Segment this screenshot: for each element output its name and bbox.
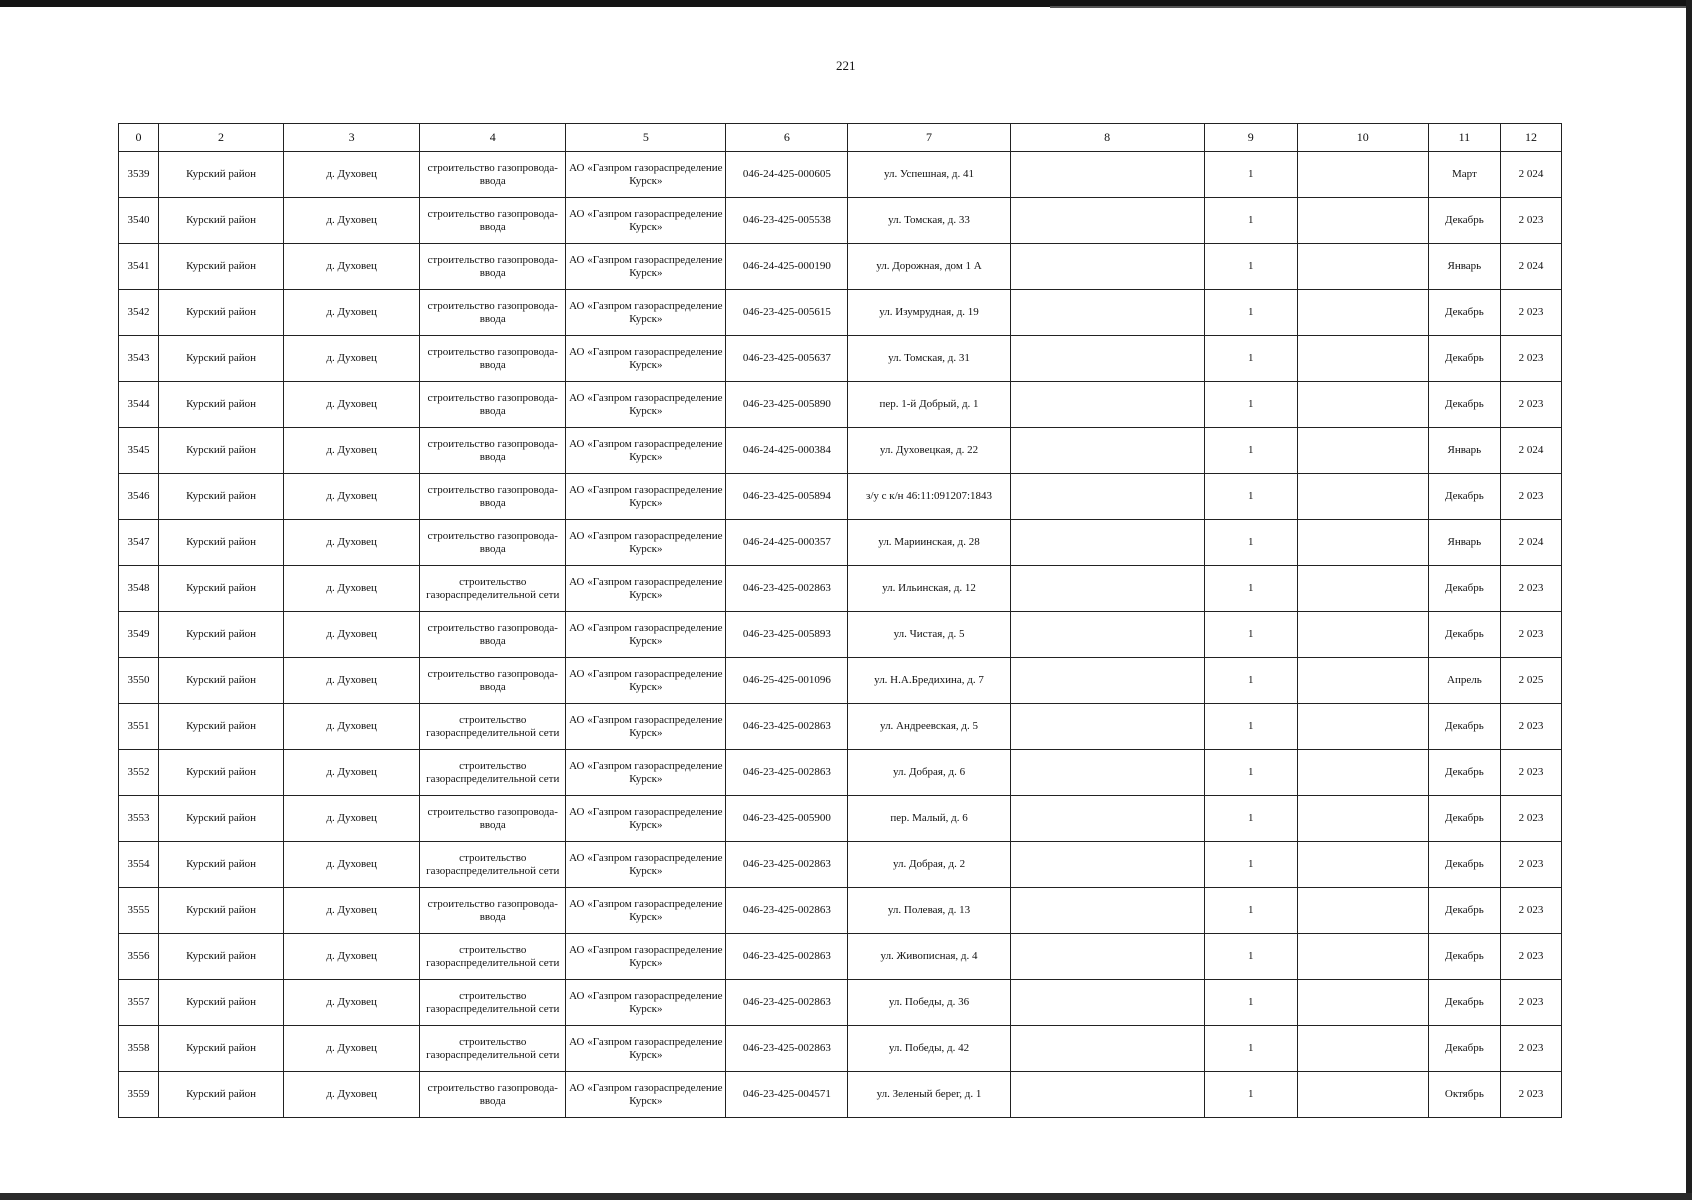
row-number: 3555 — [119, 888, 159, 934]
row-number: 3559 — [119, 1072, 159, 1118]
year-cell: 2 023 — [1500, 1026, 1561, 1072]
row-number: 3544 — [119, 382, 159, 428]
year-cell: 2 023 — [1500, 290, 1561, 336]
row-number: 3554 — [119, 842, 159, 888]
organization-cell: АО «Газпром газораспределение Курск» — [566, 474, 726, 520]
table-body — [119, 152, 1562, 1118]
code-cell: 046-24-425-000357 — [726, 520, 848, 566]
column-8-cell — [1010, 474, 1204, 520]
work-type-cell: строительство газораспределительной сети — [420, 750, 566, 796]
column-10-cell — [1297, 888, 1428, 934]
quantity-cell: 1 — [1204, 336, 1297, 382]
code-cell: 046-23-425-005893 — [726, 612, 848, 658]
table-row — [119, 336, 1562, 382]
header-row — [119, 124, 1562, 152]
village-cell: д. Духовец — [284, 290, 420, 336]
work-type-cell: строительство газопровода-ввода — [420, 290, 566, 336]
column-8-cell — [1010, 198, 1204, 244]
district-cell: Курский район — [159, 934, 284, 980]
column-10-cell — [1297, 566, 1428, 612]
row-number: 3549 — [119, 612, 159, 658]
address-cell: ул. Мариинская, д. 28 — [848, 520, 1010, 566]
code-cell: 046-23-425-005538 — [726, 198, 848, 244]
month-cell: Декабрь — [1428, 336, 1500, 382]
column-10-cell — [1297, 198, 1428, 244]
year-cell: 2 023 — [1500, 934, 1561, 980]
district-cell: Курский район — [159, 152, 284, 198]
scan-bottom-edge — [0, 1193, 1692, 1200]
year-cell: 2 023 — [1500, 842, 1561, 888]
address-cell: ул. Духовецкая, д. 22 — [848, 428, 1010, 474]
code-cell: 046-23-425-002863 — [726, 750, 848, 796]
month-cell: Декабрь — [1428, 980, 1500, 1026]
work-type-cell: строительство газораспределительной сети — [420, 1026, 566, 1072]
column-header: 5 — [566, 124, 726, 152]
work-type-cell: строительство газопровода-ввода — [420, 612, 566, 658]
organization-cell: АО «Газпром газораспределение Курск» — [566, 566, 726, 612]
row-number: 3548 — [119, 566, 159, 612]
column-10-cell — [1297, 244, 1428, 290]
column-header: 12 — [1500, 124, 1561, 152]
table-row — [119, 842, 1562, 888]
organization-cell: АО «Газпром газораспределение Курск» — [566, 704, 726, 750]
table-row — [119, 566, 1562, 612]
month-cell: Декабрь — [1428, 198, 1500, 244]
row-number: 3542 — [119, 290, 159, 336]
code-cell: 046-23-425-005615 — [726, 290, 848, 336]
district-cell: Курский район — [159, 796, 284, 842]
year-cell: 2 023 — [1500, 980, 1561, 1026]
code-cell: 046-23-425-005890 — [726, 382, 848, 428]
code-cell: 046-25-425-001096 — [726, 658, 848, 704]
district-cell: Курский район — [159, 980, 284, 1026]
column-10-cell — [1297, 658, 1428, 704]
village-cell: д. Духовец — [284, 704, 420, 750]
code-cell: 046-23-425-005894 — [726, 474, 848, 520]
column-8-cell — [1010, 290, 1204, 336]
quantity-cell: 1 — [1204, 842, 1297, 888]
work-type-cell: строительство газопровода-ввода — [420, 520, 566, 566]
column-10-cell — [1297, 842, 1428, 888]
table-row — [119, 750, 1562, 796]
village-cell: д. Духовец — [284, 796, 420, 842]
district-cell: Курский район — [159, 336, 284, 382]
organization-cell: АО «Газпром газораспределение Курск» — [566, 520, 726, 566]
column-10-cell — [1297, 428, 1428, 474]
quantity-cell: 1 — [1204, 520, 1297, 566]
column-8-cell — [1010, 842, 1204, 888]
work-type-cell: строительство газопровода-ввода — [420, 474, 566, 520]
gasification-table — [118, 123, 1562, 1118]
district-cell: Курский район — [159, 842, 284, 888]
village-cell: д. Духовец — [284, 566, 420, 612]
row-number: 3558 — [119, 1026, 159, 1072]
row-number: 3557 — [119, 980, 159, 1026]
organization-cell: АО «Газпром газораспределение Курск» — [566, 1026, 726, 1072]
organization-cell: АО «Газпром газораспределение Курск» — [566, 336, 726, 382]
column-8-cell — [1010, 566, 1204, 612]
column-8-cell — [1010, 612, 1204, 658]
month-cell: Январь — [1428, 428, 1500, 474]
quantity-cell: 1 — [1204, 198, 1297, 244]
village-cell: д. Духовец — [284, 198, 420, 244]
village-cell: д. Духовец — [284, 382, 420, 428]
year-cell: 2 023 — [1500, 474, 1561, 520]
district-cell: Курский район — [159, 750, 284, 796]
column-8-cell — [1010, 1072, 1204, 1118]
quantity-cell: 1 — [1204, 428, 1297, 474]
column-header: 4 — [420, 124, 566, 152]
column-8-cell — [1010, 704, 1204, 750]
month-cell: Декабрь — [1428, 566, 1500, 612]
year-cell: 2 023 — [1500, 704, 1561, 750]
row-number: 3552 — [119, 750, 159, 796]
address-cell: ул. Н.А.Бредихина, д. 7 — [848, 658, 1010, 704]
quantity-cell: 1 — [1204, 1026, 1297, 1072]
village-cell: д. Духовец — [284, 336, 420, 382]
column-10-cell — [1297, 336, 1428, 382]
column-8-cell — [1010, 520, 1204, 566]
quantity-cell: 1 — [1204, 382, 1297, 428]
quantity-cell: 1 — [1204, 704, 1297, 750]
village-cell: д. Духовец — [284, 980, 420, 1026]
table-row — [119, 244, 1562, 290]
column-8-cell — [1010, 934, 1204, 980]
row-number: 3551 — [119, 704, 159, 750]
quantity-cell: 1 — [1204, 152, 1297, 198]
page-number: 221 — [836, 58, 856, 73]
column-8-cell — [1010, 750, 1204, 796]
organization-cell: АО «Газпром газораспределение Курск» — [566, 1072, 726, 1118]
village-cell: д. Духовец — [284, 750, 420, 796]
organization-cell: АО «Газпром газораспределение Курск» — [566, 842, 726, 888]
table-row — [119, 198, 1562, 244]
code-cell: 046-23-425-002863 — [726, 980, 848, 1026]
row-number: 3550 — [119, 658, 159, 704]
address-cell: ул. Изумрудная, д. 19 — [848, 290, 1010, 336]
month-cell: Апрель — [1428, 658, 1500, 704]
column-10-cell — [1297, 520, 1428, 566]
column-header: 0 — [119, 124, 159, 152]
quantity-cell: 1 — [1204, 796, 1297, 842]
year-cell: 2 023 — [1500, 566, 1561, 612]
column-header: 3 — [284, 124, 420, 152]
district-cell: Курский район — [159, 244, 284, 290]
year-cell: 2 023 — [1500, 1072, 1561, 1118]
column-header: 9 — [1204, 124, 1297, 152]
row-number: 3556 — [119, 934, 159, 980]
village-cell: д. Духовец — [284, 934, 420, 980]
village-cell: д. Духовец — [284, 474, 420, 520]
year-cell: 2 024 — [1500, 520, 1561, 566]
village-cell: д. Духовец — [284, 152, 420, 198]
column-10-cell — [1297, 1026, 1428, 1072]
address-cell: пер. Малый, д. 6 — [848, 796, 1010, 842]
quantity-cell: 1 — [1204, 474, 1297, 520]
village-cell: д. Духовец — [284, 244, 420, 290]
year-cell: 2 023 — [1500, 750, 1561, 796]
village-cell: д. Духовец — [284, 1026, 420, 1072]
table-row — [119, 428, 1562, 474]
work-type-cell: строительство газопровода-ввода — [420, 244, 566, 290]
column-10-cell — [1297, 704, 1428, 750]
district-cell: Курский район — [159, 566, 284, 612]
organization-cell: АО «Газпром газораспределение Курск» — [566, 796, 726, 842]
column-10-cell — [1297, 474, 1428, 520]
table-row — [119, 612, 1562, 658]
month-cell: Декабрь — [1428, 612, 1500, 658]
quantity-cell: 1 — [1204, 1072, 1297, 1118]
district-cell: Курский район — [159, 382, 284, 428]
district-cell: Курский район — [159, 888, 284, 934]
work-type-cell: строительство газораспределительной сети — [420, 566, 566, 612]
village-cell: д. Духовец — [284, 612, 420, 658]
table-row — [119, 934, 1562, 980]
column-8-cell — [1010, 980, 1204, 1026]
row-number: 3540 — [119, 198, 159, 244]
row-number: 3546 — [119, 474, 159, 520]
column-header: 11 — [1428, 124, 1500, 152]
work-type-cell: строительство газопровода-ввода — [420, 796, 566, 842]
table-row — [119, 152, 1562, 198]
village-cell: д. Духовец — [284, 658, 420, 704]
month-cell: Декабрь — [1428, 842, 1500, 888]
organization-cell: АО «Газпром газораспределение Курск» — [566, 382, 726, 428]
work-type-cell: строительство газопровода-ввода — [420, 428, 566, 474]
code-cell: 046-23-425-005637 — [726, 336, 848, 382]
quantity-cell: 1 — [1204, 934, 1297, 980]
address-cell: ул. Живописная, д. 4 — [848, 934, 1010, 980]
organization-cell: АО «Газпром газораспределение Курск» — [566, 152, 726, 198]
address-cell: ул. Дорожная, дом 1 А — [848, 244, 1010, 290]
address-cell: з/у с к/н 46:11:091207:1843 — [848, 474, 1010, 520]
district-cell: Курский район — [159, 520, 284, 566]
table-row — [119, 658, 1562, 704]
table-row — [119, 474, 1562, 520]
column-10-cell — [1297, 980, 1428, 1026]
column-10-cell — [1297, 934, 1428, 980]
organization-cell: АО «Газпром газораспределение Курск» — [566, 888, 726, 934]
month-cell: Январь — [1428, 520, 1500, 566]
column-header: 6 — [726, 124, 848, 152]
code-cell: 046-23-425-002863 — [726, 566, 848, 612]
year-cell: 2 023 — [1500, 336, 1561, 382]
month-cell: Октябрь — [1428, 1072, 1500, 1118]
month-cell: Декабрь — [1428, 382, 1500, 428]
table-row — [119, 290, 1562, 336]
column-10-cell — [1297, 152, 1428, 198]
district-cell: Курский район — [159, 658, 284, 704]
district-cell: Курский район — [159, 1072, 284, 1118]
village-cell: д. Духовец — [284, 428, 420, 474]
quantity-cell: 1 — [1204, 290, 1297, 336]
column-8-cell — [1010, 658, 1204, 704]
year-cell: 2 023 — [1500, 888, 1561, 934]
quantity-cell: 1 — [1204, 750, 1297, 796]
month-cell: Декабрь — [1428, 1026, 1500, 1072]
address-cell: ул. Томская, д. 31 — [848, 336, 1010, 382]
organization-cell: АО «Газпром газораспределение Курск» — [566, 934, 726, 980]
work-type-cell: строительство газопровода-ввода — [420, 382, 566, 428]
row-number: 3539 — [119, 152, 159, 198]
quantity-cell: 1 — [1204, 980, 1297, 1026]
column-8-cell — [1010, 336, 1204, 382]
column-header: 10 — [1297, 124, 1428, 152]
quantity-cell: 1 — [1204, 888, 1297, 934]
address-cell: ул. Томская, д. 33 — [848, 198, 1010, 244]
month-cell: Декабрь — [1428, 934, 1500, 980]
row-number: 3547 — [119, 520, 159, 566]
work-type-cell: строительство газопровода-ввода — [420, 1072, 566, 1118]
address-cell: ул. Андреевская, д. 5 — [848, 704, 1010, 750]
code-cell: 046-24-425-000605 — [726, 152, 848, 198]
address-cell: ул. Победы, д. 36 — [848, 980, 1010, 1026]
organization-cell: АО «Газпром газораспределение Курск» — [566, 750, 726, 796]
quantity-cell: 1 — [1204, 566, 1297, 612]
scan-top-edge-shadow — [1050, 6, 1692, 8]
table-row — [119, 796, 1562, 842]
table-row — [119, 980, 1562, 1026]
table-row — [119, 520, 1562, 566]
month-cell: Декабрь — [1428, 704, 1500, 750]
row-number: 3545 — [119, 428, 159, 474]
year-cell: 2 024 — [1500, 152, 1561, 198]
column-8-cell — [1010, 152, 1204, 198]
address-cell: пер. 1-й Добрый, д. 1 — [848, 382, 1010, 428]
address-cell: ул. Победы, д. 42 — [848, 1026, 1010, 1072]
code-cell: 046-24-425-000384 — [726, 428, 848, 474]
work-type-cell: строительство газопровода-ввода — [420, 198, 566, 244]
code-cell: 046-23-425-002863 — [726, 1026, 848, 1072]
column-header: 8 — [1010, 124, 1204, 152]
address-cell: ул. Добрая, д. 2 — [848, 842, 1010, 888]
village-cell: д. Духовец — [284, 520, 420, 566]
organization-cell: АО «Газпром газораспределение Курск» — [566, 612, 726, 658]
address-cell: ул. Чистая, д. 5 — [848, 612, 1010, 658]
quantity-cell: 1 — [1204, 244, 1297, 290]
village-cell: д. Духовец — [284, 842, 420, 888]
organization-cell: АО «Газпром газораспределение Курск» — [566, 428, 726, 474]
column-10-cell — [1297, 382, 1428, 428]
code-cell: 046-23-425-002863 — [726, 842, 848, 888]
quantity-cell: 1 — [1204, 658, 1297, 704]
column-8-cell — [1010, 1026, 1204, 1072]
address-cell: ул. Добрая, д. 6 — [848, 750, 1010, 796]
work-type-cell: строительство газораспределительной сети — [420, 980, 566, 1026]
column-header: 7 — [848, 124, 1010, 152]
year-cell: 2 023 — [1500, 198, 1561, 244]
column-10-cell — [1297, 1072, 1428, 1118]
row-number: 3543 — [119, 336, 159, 382]
scan-right-edge — [1686, 0, 1692, 1200]
work-type-cell: строительство газораспределительной сети — [420, 934, 566, 980]
row-number: 3541 — [119, 244, 159, 290]
organization-cell: АО «Газпром газораспределение Курск» — [566, 980, 726, 1026]
year-cell: 2 023 — [1500, 796, 1561, 842]
code-cell: 046-23-425-004571 — [726, 1072, 848, 1118]
column-8-cell — [1010, 382, 1204, 428]
work-type-cell: строительство газопровода-ввода — [420, 888, 566, 934]
organization-cell: АО «Газпром газораспределение Курск» — [566, 244, 726, 290]
organization-cell: АО «Газпром газораспределение Курск» — [566, 198, 726, 244]
table-row — [119, 888, 1562, 934]
code-cell: 046-23-425-002863 — [726, 704, 848, 750]
work-type-cell: строительство газопровода-ввода — [420, 152, 566, 198]
month-cell: Декабрь — [1428, 796, 1500, 842]
month-cell: Декабрь — [1428, 750, 1500, 796]
organization-cell: АО «Газпром газораспределение Курск» — [566, 290, 726, 336]
code-cell: 046-23-425-005900 — [726, 796, 848, 842]
address-cell: ул. Ильинская, д. 12 — [848, 566, 1010, 612]
year-cell: 2 023 — [1500, 382, 1561, 428]
address-cell: ул. Успешная, д. 41 — [848, 152, 1010, 198]
column-10-cell — [1297, 612, 1428, 658]
column-10-cell — [1297, 796, 1428, 842]
year-cell: 2 024 — [1500, 244, 1561, 290]
year-cell: 2 023 — [1500, 612, 1561, 658]
month-cell: Декабрь — [1428, 888, 1500, 934]
code-cell: 046-23-425-002863 — [726, 934, 848, 980]
village-cell: д. Духовец — [284, 1072, 420, 1118]
work-type-cell: строительство газораспределительной сети — [420, 842, 566, 888]
month-cell: Март — [1428, 152, 1500, 198]
district-cell: Курский район — [159, 612, 284, 658]
district-cell: Курский район — [159, 198, 284, 244]
year-cell: 2 025 — [1500, 658, 1561, 704]
work-type-cell: строительство газораспределительной сети — [420, 704, 566, 750]
district-cell: Курский район — [159, 1026, 284, 1072]
table-row — [119, 704, 1562, 750]
year-cell: 2 024 — [1500, 428, 1561, 474]
address-cell: ул. Полевая, д. 13 — [848, 888, 1010, 934]
quantity-cell: 1 — [1204, 612, 1297, 658]
district-cell: Курский район — [159, 704, 284, 750]
district-cell: Курский район — [159, 474, 284, 520]
month-cell: Январь — [1428, 244, 1500, 290]
month-cell: Декабрь — [1428, 290, 1500, 336]
column-10-cell — [1297, 290, 1428, 336]
work-type-cell: строительство газопровода-ввода — [420, 336, 566, 382]
row-number: 3553 — [119, 796, 159, 842]
table-row — [119, 1072, 1562, 1118]
column-8-cell — [1010, 244, 1204, 290]
address-cell: ул. Зеленый берег, д. 1 — [848, 1072, 1010, 1118]
table-row — [119, 382, 1562, 428]
column-8-cell — [1010, 888, 1204, 934]
column-8-cell — [1010, 796, 1204, 842]
code-cell: 046-23-425-002863 — [726, 888, 848, 934]
organization-cell: АО «Газпром газораспределение Курск» — [566, 658, 726, 704]
district-cell: Курский район — [159, 290, 284, 336]
village-cell: д. Духовец — [284, 888, 420, 934]
column-10-cell — [1297, 750, 1428, 796]
code-cell: 046-24-425-000190 — [726, 244, 848, 290]
district-cell: Курский район — [159, 428, 284, 474]
work-type-cell: строительство газопровода-ввода — [420, 658, 566, 704]
column-header: 2 — [159, 124, 284, 152]
month-cell: Декабрь — [1428, 474, 1500, 520]
table-row — [119, 1026, 1562, 1072]
column-8-cell — [1010, 428, 1204, 474]
